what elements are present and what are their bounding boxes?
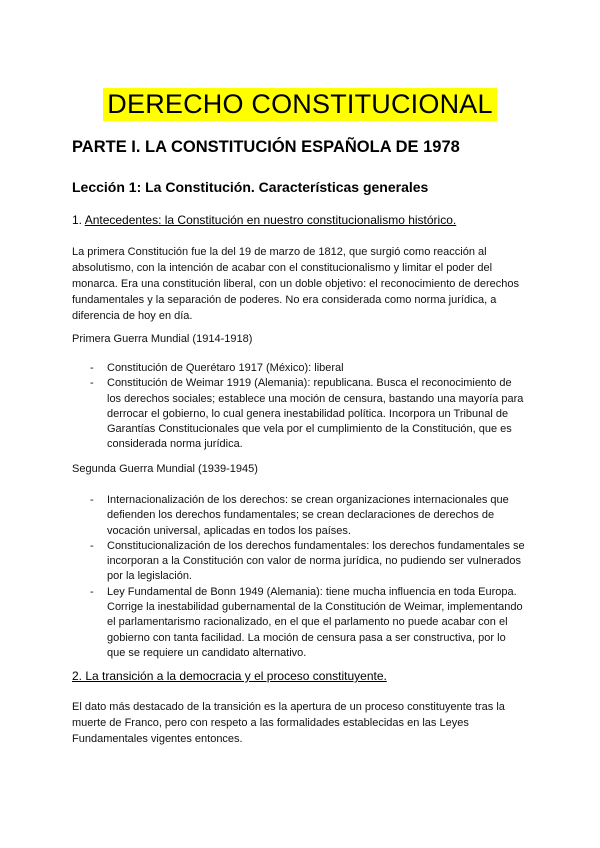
section-1-heading: [72, 213, 456, 227]
section-1-title: Antecedentes: la Constitución en nuestro constitucionalismo histórico.: [84, 213, 457, 227]
document-title: DERECHO CONSTITUCIONAL: [103, 88, 496, 121]
section-1-paragraph: La primera Constitución fue la del 19 de marzo de 1812, que surgió como reacción al absolutismo, con la intención de acabar con el constitucionalismo y limitar el poder del monarca. Era una constitución liberal, con un doble objetivo: el reconocimiento de derechos fundamentales y la separación de poderes. No era considerada como norma jurídica, a diferencia de hoy en día.: [72, 246, 519, 322]
ww1-list: [72, 361, 527, 453]
section-1-number: 1.: [72, 213, 83, 227]
list-item: - Constitución de Weimar 1919 (Alemania): republicana. Busca el reconocimiento de los derechos sociales; establece una moción de censura, bastando una mayoría para derrocar el gobierno, lo cual genera inestabilidad política. Incorpora un Tribunal de Garantías Constitucionales que vela por el cumplimiento de la Constitución, que es considerada norma jurídica.: [90, 377, 524, 451]
section-2-paragraph: El dato más destacado de la transición es la apertura de un proceso constituyente tras la muerte de Franco, pero con respeto a las formalidades establecidas en las Leyes Fundamentales vigentes entonces.: [72, 701, 505, 745]
ww1-heading: Primera Guerra Mundial (1914-1918): [72, 333, 253, 345]
list-item: - Internacionalización de los derechos: se crean organizaciones internacionales que defienden los derechos fundamentales; se crean declaraciones de derechos de vocación universal, aplicadas en todos los países.: [90, 494, 509, 537]
section-2-heading: 2. La transición a la democracia y el proceso constituyente.: [72, 669, 387, 683]
ww2-heading: Segunda Guerra Mundial (1939-1945): [72, 463, 258, 475]
lesson-heading: Lección 1: La Constitución. Características generales: [72, 179, 429, 195]
ww2-list: [72, 493, 527, 661]
list-item: - Constitución de Querétaro 1917 (México): liberal: [90, 362, 344, 374]
part-heading: PARTE I. LA CONSTITUCIÓN ESPAÑOLA DE 1978: [72, 138, 460, 156]
list-item: - Constitucionalización de los derechos fundamentales: los derechos fundamentales se incorporan a la Constitución con valor de norma jurídica, no pudiendo ser vulnerados por la legislación.: [90, 539, 525, 583]
list-item: - Ley Fundamental de Bonn 1949 (Alemania): tiene mucha influencia en toda Europa. Corrige la inestabilidad gubernamental de la Constitución de Weimar, implementando el parlamentarismo racionalizado, en el que el parlamento no puede acabar con el gobierno con tanta facilidad. La moción de censura pasa a ser constructiva, por lo que se requiere un candidato alternativo.: [90, 585, 523, 659]
